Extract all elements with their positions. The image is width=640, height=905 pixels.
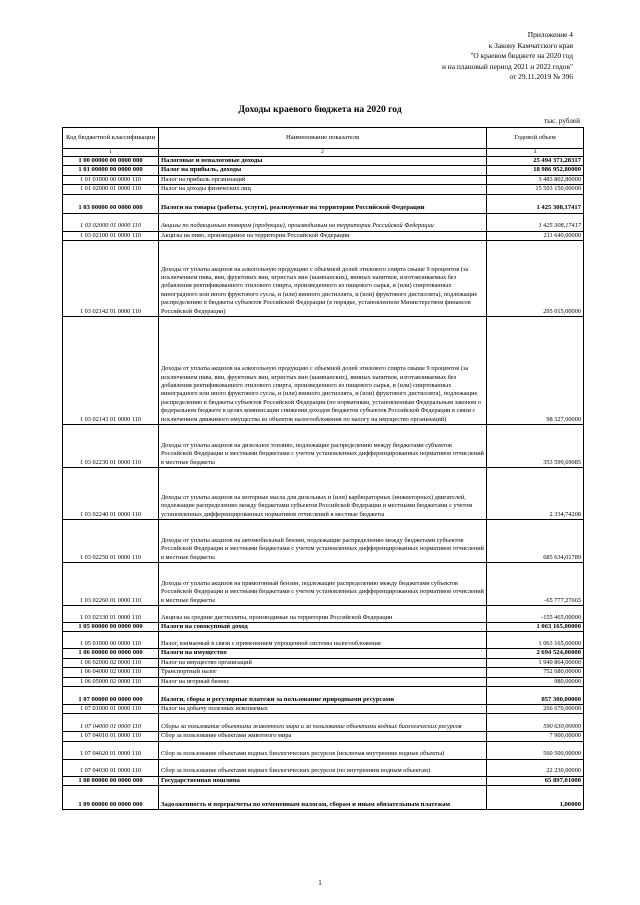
value-cell: 2 334,74208 [487,468,584,520]
value-cell: 1 940 864,00000 [487,658,584,667]
appendix-header [313,30,573,83]
value-cell: 1,00000 [487,786,584,810]
code-cell: 1 06 00000 00 0000 000 [63,649,159,658]
code-cell: 1 01 02000 01 0000 110 [63,185,159,194]
table-row [63,732,584,741]
code-cell: 1 07 04030 01 0000 110 [63,759,159,776]
table-row [63,185,584,194]
table-row [63,317,584,425]
value-cell: 1 063 165,00000 [487,632,584,649]
name-cell: Налог на прибыль организаций [159,175,487,184]
name-cell: Доходы от уплаты акцизов на автомобильный бензин, подлежащие распределению между бюджетами субъектов Российской Федерации и местными бюджетами с учетом установленных дифференцированных нормативов отчислений в местные бюджеты [159,520,487,563]
value-cell: -155 465,00000 [487,606,584,623]
name-cell: Сбор за пользование объектами водных биологических ресурсов (по внутренним водным объектам) [159,759,487,776]
value-cell: 590 630,00000 [487,714,584,732]
table-row [63,157,584,166]
value-cell: 18 986 952,80000 [487,166,584,175]
name-cell: Транспортный налог [159,668,487,677]
name-cell: Налог на добычу полезных ископаемых [159,705,487,714]
table-row [63,687,584,705]
appendix-line: к Закону Камчатского края [488,40,573,50]
value-cell: 266 670,00000 [487,705,584,714]
name-cell: Налоговые и неналоговые доходы [159,157,487,166]
value-cell: -65 777,27665 [487,563,584,606]
table-row [63,776,584,785]
table-row [63,714,584,732]
code-cell: 1 01 00000 00 0000 000 [63,166,159,175]
table-row [63,468,584,520]
table-row [63,241,584,317]
column-number-row [63,149,584,157]
code-cell: 1 03 00000 00 0000 000 [63,194,159,213]
name-cell: Налоги, сборы и регулярные платежи за пользование природными ресурсами [159,687,487,705]
value-cell: 65 897,01000 [487,776,584,785]
table-row [63,786,584,810]
name-cell: Государственная пошлина [159,776,487,785]
value-cell: 98 327,00000 [487,317,584,425]
name-cell: Налоги на имущество [159,649,487,658]
column-number: 1 [63,149,159,157]
name-cell: Доходы от уплаты акцизов на алкогольную продукцию с объемной долей этилового спирта свыше 9 процентов (за исключением пива, вин, фруктовых вин, игристых вин (шампанских), винных напитков, изготавливаемых без добавления ректификованного этилового спирта, произведенного из пищевого сырья, и (или) спиртованных виноградного или иного фруктового сусла, и (или) винного дистиллята, и (или) фруктового дистиллята), подлежащие распределению в бюджеты субъектов Российской Федерации (в порядке, установленном Министерством финансов Российской Федерации) [159,241,487,317]
code-cell: 1 03 02000 01 0000 110 [63,213,159,231]
code-cell: 1 05 01000 00 0000 110 [63,632,159,649]
appendix-line: и на плановый период 2021 и 2022 годов" [441,61,573,71]
name-cell: Акцизы на средние дистилляты, производимые на территории Российской Федерации [159,606,487,623]
code-cell: 1 07 01000 01 0000 110 [63,705,159,714]
table-row [63,649,584,658]
header-name: Наименование показателя [159,128,487,149]
name-cell: Налог на прибыль, доходы [159,166,487,175]
column-number: 2 [159,149,487,157]
value-cell: 353 599,69085 [487,425,584,468]
value-cell: 1 425 308,17417 [487,213,584,231]
value-cell: 980,00000 [487,677,584,686]
value-cell: 295 015,00000 [487,241,584,317]
code-cell: 1 03 02100 01 0000 110 [63,231,159,240]
value-cell: 7 900,00000 [487,732,584,741]
column-number: 3 [487,149,584,157]
appendix-line: от 29.11.2019 № 396 [509,72,573,82]
table-row [63,563,584,606]
name-cell: Налог на имущество организаций [159,658,487,667]
table-row [63,759,584,776]
name-cell: Доходы от уплаты акцизов на дизельное топливо, подлежащие распределению между бюджетами субъектов Российской Федерации и местными бюджетами с учетом установленных дифференцированных нормативов отчислений в местные бюджеты [159,425,487,468]
name-cell: Налоги на товары (работы, услуги), реализуемые на территории Российской Федерации [159,194,487,213]
code-cell: 1 03 02330 01 0000 110 [63,606,159,623]
name-cell: Акцизы по подакцизным товарам (продукции), производимым на территории Российской Федерации [159,213,487,231]
appendix-line: "О краевом бюджете на 2020 год [470,51,573,61]
table-row [63,632,584,649]
name-cell: Налог на доходы физических лиц [159,185,487,194]
code-cell: 1 09 00000 00 0000 000 [63,786,159,810]
code-cell: 1 00 00000 00 0000 000 [63,157,159,166]
table-row [63,606,584,623]
value-cell: 857 300,00000 [487,687,584,705]
revenue-table-body [63,128,584,810]
units-label: тыс. рублей [544,117,580,125]
code-cell: 1 08 00000 00 0000 000 [63,776,159,785]
code-cell: 1 03 02250 01 0000 110 [63,520,159,563]
value-cell: 15 503 150,00000 [487,185,584,194]
table-row [63,194,584,213]
table-row [63,705,584,714]
value-cell: 560 500,00000 [487,741,584,759]
table-row [63,213,584,231]
code-cell: 1 07 00000 00 0000 000 [63,687,159,705]
name-cell: Акцизы на пиво, производимое на территории Российской Федерации [159,231,487,240]
value-cell: 1 063 165,00000 [487,623,584,632]
name-cell: Сборы за пользование объектами животного мира и за пользование объектами водных биологических ресурсов [159,714,487,732]
value-cell: 752 680,00000 [487,668,584,677]
table-row [63,175,584,184]
header-code: Код бюджетной классификации [63,128,159,149]
header-value: Годовой объем [487,128,584,149]
value-cell: 211 640,00000 [487,231,584,240]
name-cell: Доходы от уплаты акцизов на прямогонный бензин, подлежащие распределению между бюджетами субъектов Российской Федерации и местными бюджетами с учетом установленных дифференцированных нормативов отчислений в местные бюджеты [159,563,487,606]
revenue-table [62,127,584,810]
table-header-row [63,128,584,149]
code-cell: 1 03 02230 01 0000 110 [63,425,159,468]
document-title: Доходы краевого бюджета на 2020 год [238,104,402,115]
page-number: 1 [318,878,322,887]
code-cell: 1 07 04000 01 0000 110 [63,714,159,732]
table-row [63,677,584,686]
code-cell: 1 06 04000 02 0000 110 [63,668,159,677]
code-cell: 1 06 02000 02 0000 110 [63,658,159,667]
name-cell: Налог, взимаемый в связи с применением упрощенной системы налогообложения [159,632,487,649]
value-cell: 2 694 524,00000 [487,649,584,658]
table-row [63,425,584,468]
name-cell: Доходы от уплаты акцизов на моторные масла для дизельных и (или) карбюраторных (инжекторных) двигателей, подлежащие распределению между бюджетами субъектов Российской Федерации и местными бюджетами с учетом установленных дифференцированных нормативов отчислений в местные бюджеты [159,468,487,520]
table-row [63,668,584,677]
code-cell: 1 06 05000 02 0000 110 [63,677,159,686]
value-cell: 22 230,00000 [487,759,584,776]
appendix-line: Приложение 4 [527,30,573,39]
code-cell: 1 07 04020 01 0000 110 [63,741,159,759]
value-cell: 25 494 371,28317 [487,157,584,166]
code-cell: 1 07 04010 01 0000 110 [63,732,159,741]
code-cell: 1 03 02143 01 0000 110 [63,317,159,425]
code-cell: 1 03 02260 01 0000 110 [63,563,159,606]
name-cell: Доходы от уплаты акцизов на алкогольную продукцию с объемной долей этилового спирта свыше 9 процентов (за исключением пива, вин, фруктовых вин, игристых вин (шампанских), винных напитков, изготавливаемых без добавления ректификованного этилового спирта, произведенного из пищевого сырья, и (или) спиртованных виноградного или иного фруктового сусла, и (или) винного дистиллята, и (или) фруктового дистиллята), подлежащие распределению в бюджеты субъектов Российской Федерации (по нормативам, установленным Федеральным законом о федеральном бюджете в целях компенсации снижения доходов бюджетов субъектов Российской Федерации в связи с исключением движимого имущества из объектов налогообложения по налогу на имущество организаций) [159,317,487,425]
table-row [63,658,584,667]
code-cell: 1 03 02240 01 0000 110 [63,468,159,520]
name-cell: Налог на игорный бизнес [159,677,487,686]
code-cell: 1 01 01000 00 0000 110 [63,175,159,184]
value-cell: 1 425 308,17417 [487,194,584,213]
table-row [63,231,584,240]
value-cell: 3 483 802,80000 [487,175,584,184]
table-row [63,741,584,759]
name-cell: Задолженность и перерасчеты по отмененным налогам, сборам и иным обязательным платежам [159,786,487,810]
table-row [63,166,584,175]
code-cell: 1 05 00000 00 0000 000 [63,623,159,632]
value-cell: 685 634,01789 [487,520,584,563]
name-cell: Налоги на совокупный доход [159,623,487,632]
code-cell: 1 03 02142 01 0000 110 [63,241,159,317]
table-row [63,520,584,563]
table-row [63,623,584,632]
name-cell: Сбор за пользование объектами животного мира [159,732,487,741]
name-cell: Сбор за пользование объектами водных биологических ресурсов (исключая внутренние водные объекты) [159,741,487,759]
